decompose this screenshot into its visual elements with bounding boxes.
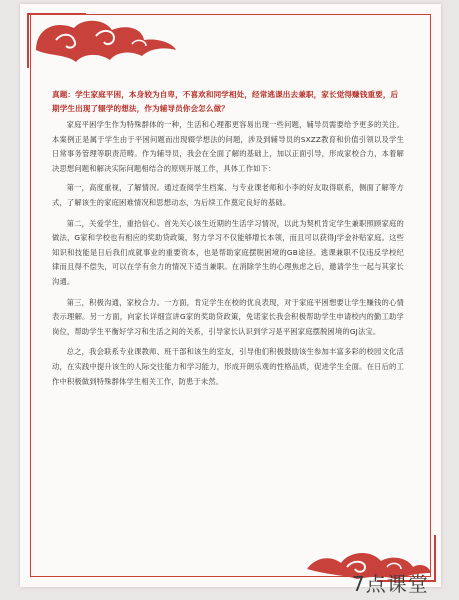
watermark-logo-text: 7点课堂 bbox=[352, 572, 429, 596]
question-heading: 真题：学生家庭平困，本身较为自卑，不喜欢和同学相处，经常逃课出去兼职，家长觉得赚钱重要，后期学生出现了辍学的想法，作为辅导员你会怎么做？ bbox=[52, 90, 399, 113]
paragraph-intro: 家庭平困学生作为特殊群体的一种，生活和心理都更容易出现一些问题，辅导员需要给予更多的关注。本案例正是属于学生由于平困问题而出现辍学想法的问题，涉及到辅导员的SXZZ教育和价值引领以及学生日常事务管理等职责范畴。作为辅导员，我会在全面了解的基础上，加以正面引导，形成家校合力，本着解决思想问题和解决实际问题相结合的原则开展工作，具体工作如下： bbox=[52, 120, 404, 173]
paragraph-step-3: 第三，积极沟通，家校合力。一方面，肯定学生在校的优良表现，对于家庭平困想要让学生赚钱的心情表示理解。另一方面，向家长详细宣讲G家的奖助贷政策，免诺家长我会积极帮助学生申请校内的勤工助学岗位，帮助学生平衡好学习和生活之间的关系，引导家长认识到学习是平困家庭摆脱困境的GJ法宝。 bbox=[52, 297, 404, 336]
paragraph-step-2: 第二，关爱学生，重拾信心。首先关心该生近期的生活学习情况，以此为契机肯定学生兼职照顾家庭的做法，G家和学校也有相应的奖助贷政策，努力学习不仅能够增长本领，而且可以获得J学金补贴家庭。这些知识和技能是日后我们成就事业的重要资本，也是帮助家庭摆脱困境的GB途径。逃课兼职不仅违反学校纪律而且得不偿失，可以在学有余力的情况下适当兼职。在消除学生的心理焦虑之后，邀请学生一起与其家长沟通。 bbox=[52, 218, 404, 286]
paragraph-step-1: 第一，高度重视，了解情况。通过查阅学生档案、与专业课老师和小李的好友取得联系，侧面了解等方式，了解该生的家庭困难情况和思想动态，为后续工作奠定良好的基础。 bbox=[52, 183, 404, 207]
paragraph-conclusion: 总之，我会联系专业课教师、班干部和该生的室友，引导他们积极鼓励该生参加丰富多彩的校园文化活动，在实践中提升该生的人际交往能力和学习能力，形成开朗乐观的性格品质，促进学生全面。在日后的工作中积极做到特殊群体学生相关工作，防患于未然。 bbox=[52, 347, 404, 386]
document-page bbox=[20, 4, 441, 587]
cloud-ornament-icon bbox=[26, 10, 206, 70]
document-body bbox=[52, 88, 404, 395]
